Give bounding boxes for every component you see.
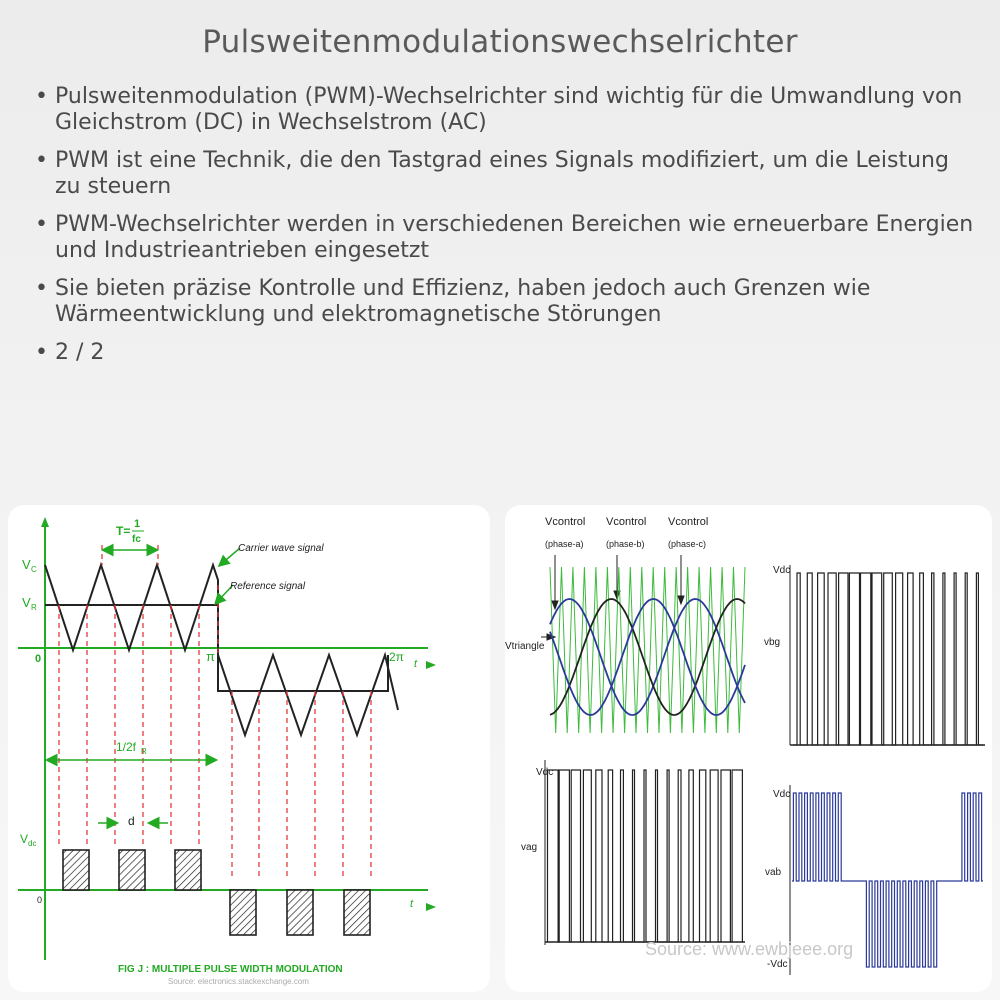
vdc-sub: dc — [28, 839, 37, 848]
figure-source: Source: electronics.stackexchange.com — [168, 977, 309, 986]
output-pulses — [63, 850, 370, 935]
figure-source-watermark: Source: www.ewbjeee.org — [645, 939, 854, 959]
multiple-pwm-figure — [8, 505, 490, 992]
switching-guides — [59, 545, 371, 880]
carrier-wave — [45, 565, 398, 735]
origin-label: 0 — [35, 653, 42, 665]
vab-label: vab — [765, 867, 782, 878]
bullet-text: Sie bieten präzise Kontrolle und Effizienz, haben jedoch auch Grenzen wie Wärmeentwicklung und elektromagnetische Störungen — [55, 276, 871, 327]
pulse-width-label: d — [128, 814, 135, 828]
reference-signal-label: Reference signal — [230, 581, 306, 592]
vc-label: V — [22, 557, 31, 572]
pi-label: π — [206, 649, 215, 664]
vag-waveform — [547, 770, 743, 942]
vcontrol-c-label: Vcontrol — [668, 516, 709, 528]
three-phase-pwm-figure — [505, 505, 992, 992]
half-period-label: 1/2f — [116, 740, 137, 754]
bullet-item — [35, 276, 975, 328]
vdc-label: V — [20, 832, 29, 846]
period-numerator: 1 — [134, 518, 141, 530]
phase-b-label: (phase-b) — [606, 539, 645, 549]
vbg-waveform — [793, 573, 983, 745]
vr-label: V — [22, 595, 31, 610]
bullet-text: PWM-Wechselrichter werden in verschiedenen Bereichen wie erneuerbare Energien und Industrieantrieben eingesetzt — [55, 212, 974, 263]
three-phase-pwm-diagram — [505, 505, 992, 992]
triangle-carrier — [550, 567, 745, 733]
vc-sub: C — [31, 565, 37, 574]
bullet-item — [35, 340, 975, 366]
t2-axis-label: t — [410, 898, 414, 910]
slide-title: Pulsweitenmodulationswechselrichter — [202, 24, 798, 60]
vr-sub: R — [31, 603, 37, 612]
period-denominator: fc — [132, 534, 141, 545]
neg-vdc-label: -Vdc — [767, 959, 788, 970]
origin2-label: 0 — [37, 895, 43, 905]
bullet-dot: • — [35, 340, 48, 365]
half-period-sub: R — [141, 747, 147, 756]
t-axis-label: t — [414, 658, 418, 670]
vdc-label-2: Vdc — [773, 565, 791, 576]
bullet-text: Pulsweitenmodulation (PWM)-Wechselrichter sind wichtig für die Umwandlung von Gleichstrom (DC) in Wechselstrom (AC) — [55, 84, 963, 135]
figure-caption: FIG J : MULTIPLE PULSE WIDTH MODULATION — [118, 964, 343, 975]
bullet-dot: • — [35, 84, 48, 109]
vcontrol-b-label: Vcontrol — [606, 516, 647, 528]
vdc-label-3: Vdc — [773, 789, 791, 800]
bullet-dot: • — [35, 148, 48, 173]
bullet-item — [35, 84, 975, 136]
phase-c-label: (phase-c) — [668, 539, 707, 549]
bullet-text: PWM ist eine Technik, die den Tastgrad eines Signals modifiziert, um die Leistung zu steuern — [55, 148, 949, 199]
two-pi-label: 2π — [389, 650, 404, 664]
bullet-dot: • — [35, 212, 48, 237]
vtriangle-label: Vtriangle — [505, 641, 545, 652]
period-label: T= — [116, 524, 131, 538]
carrier-wave-label: Carrier wave signal — [238, 543, 324, 554]
bullet-dot: • — [35, 276, 48, 301]
bullet-item — [35, 212, 975, 264]
phase-a-label: (phase-a) — [545, 539, 584, 549]
bullet-list — [35, 84, 975, 378]
bullet-item — [35, 148, 975, 200]
vdc-label-1: Vdc — [536, 767, 554, 778]
multiple-pwm-diagram — [8, 505, 490, 992]
bullet-text: 2 / 2 — [55, 340, 105, 365]
vcontrol-a-label: Vcontrol — [545, 516, 586, 528]
vag-label: vag — [521, 842, 538, 853]
vbg-label: vbg — [764, 637, 781, 648]
